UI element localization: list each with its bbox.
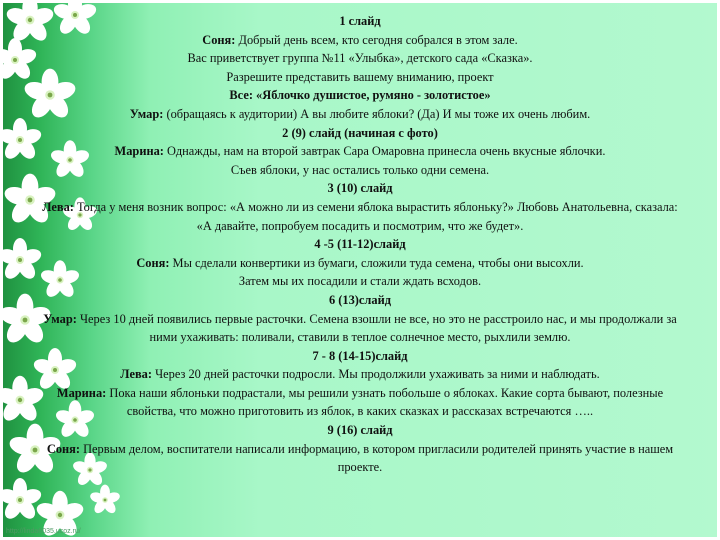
speech-text: (обращаясь к аудитории) А вы любите яблоки? (Да) И мы тоже их очень любим.	[163, 106, 591, 121]
speaker-name: Соня:	[136, 255, 170, 270]
slide-heading: 3 (10) слайд	[327, 181, 393, 196]
slide-heading: 7 - 8 (14-15)слайд	[312, 348, 408, 363]
speech-text: Тогда у меня возник вопрос: «А можно ли из семени яблока вырастить яблоньку?» Любовь Анатольевна, сказала: «А давайте, попробуем посадить и посмотрим, что же будет».	[73, 199, 678, 233]
text-line: Вас приветствует группа №11 «Улыбка», детского сада «Сказка».	[187, 51, 533, 66]
flower-icon	[0, 376, 45, 424]
slide-heading: 1 слайд	[339, 14, 381, 28]
speaker-name: Соня:	[202, 32, 236, 47]
slide-heading: 4 -5 (11-12)слайд	[314, 237, 406, 252]
text-line: Затем мы их посадили и стали ждать всходов.	[238, 274, 482, 289]
speech-line	[40, 198, 680, 235]
speech-line	[40, 310, 680, 347]
text-line: Съев яблоки, у нас остались только одни семена.	[230, 162, 490, 177]
speech-line	[40, 142, 680, 161]
slide-heading: 9 (16) слайд	[327, 423, 393, 438]
text-line: Разрешите представить вашему вниманию, проект	[226, 69, 494, 84]
flower-icon	[0, 118, 43, 162]
speech-text: Однажды, нам на второй завтрак Сара Омаровна принесла очень вкусные яблочки.	[163, 144, 606, 159]
slide-heading: Все: «Яблочко душистое, румяно - золотистое»	[229, 88, 491, 103]
speech-text: Первым делом, воспитатели написали информацию, в котором пригласили родителей принять участие в нашем проекте.	[80, 441, 674, 475]
speech-line	[40, 31, 680, 50]
script-text	[40, 12, 680, 477]
flower-icon	[89, 485, 121, 516]
speech-text: Через 20 дней расточки подросли. Мы продолжили ухаживать за ними и наблюдать.	[151, 367, 600, 382]
slide-heading: 6 (13)слайд	[329, 292, 391, 307]
speaker-name: Лева:	[120, 367, 152, 382]
speaker-name: Умар:	[129, 106, 164, 121]
speaker-name: Марина:	[114, 144, 164, 159]
speech-line	[40, 105, 680, 124]
speech-text: Через 10 дней появились первые расточки. Семена взошли не все, но это не расстроило нас, и мы продолжали за ними ухаживать: поливали, ставили в теплое солнечное место, рыхлили землю.	[76, 311, 677, 345]
speaker-name: Марина:	[56, 385, 107, 400]
speech-text: Пока наши яблоньки подрастали, мы решили узнать побольше о яблоках. Какие сорта бывают, полезные свойства, что можно приготовить из яблок, в каких сказках и рассказах встречаются …..	[106, 385, 664, 419]
speech-line	[40, 254, 680, 273]
speech-text: Мы сделали конвертики из бумаги, сложили туда семена, чтобы они высохли.	[169, 255, 584, 270]
flower-icon	[0, 238, 43, 282]
flower-icon	[0, 478, 43, 522]
watermark-url: http://linda6035.ucoz.ru/	[6, 528, 81, 535]
speaker-name: Умар:	[43, 311, 77, 326]
speech-line	[40, 384, 680, 421]
flower-icon	[0, 38, 38, 82]
slide-heading: 2 (9) слайд (начиная с фото)	[282, 125, 438, 140]
speech-line	[40, 365, 680, 384]
speaker-name: Лева:	[42, 199, 74, 214]
speech-text: Добрый день всем, кто сегодня собрался в этом зале.	[235, 32, 518, 47]
speaker-name: Соня:	[46, 441, 80, 456]
speech-line	[40, 440, 680, 477]
